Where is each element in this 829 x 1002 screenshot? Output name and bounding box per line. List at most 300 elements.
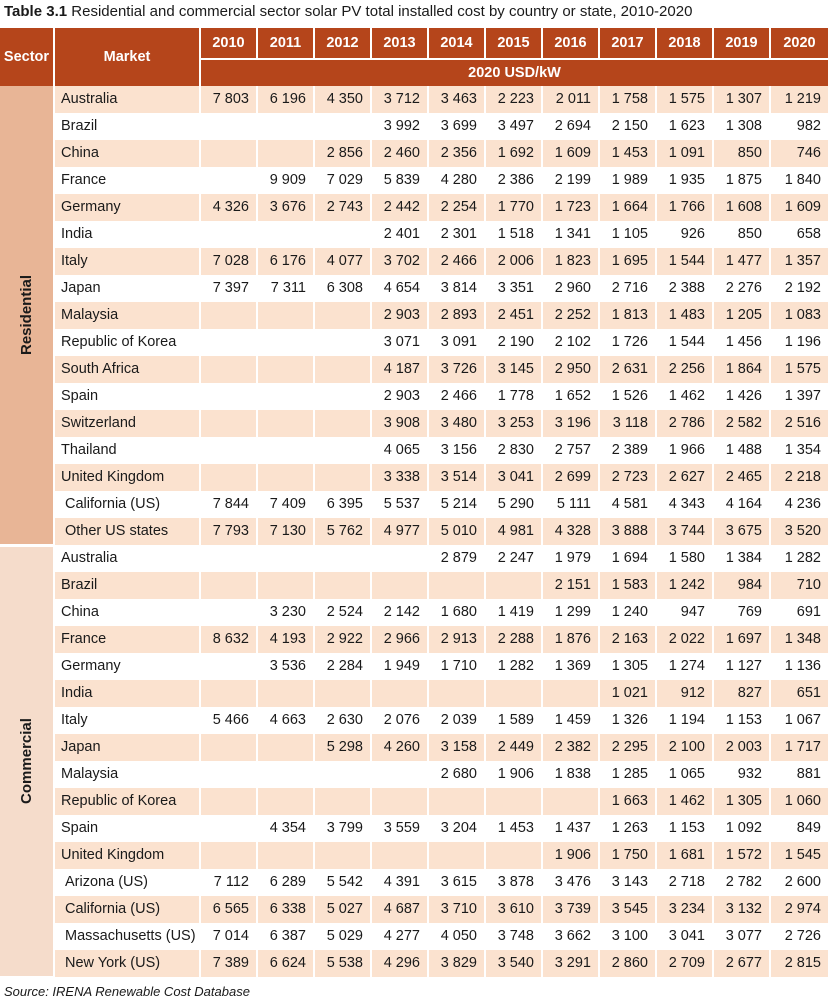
value-cell: 912 (656, 680, 713, 707)
table-row (0, 113, 829, 140)
value-cell: 2 252 (542, 302, 599, 329)
value-cell: 1 750 (599, 842, 656, 869)
value-cell: 4 581 (599, 491, 656, 518)
value-cell (200, 329, 257, 356)
market-cell: Massachusetts (US) (54, 923, 200, 950)
value-cell: 2 699 (542, 464, 599, 491)
value-cell: 1 308 (713, 113, 770, 140)
value-cell (200, 221, 257, 248)
value-cell: 691 (770, 599, 829, 626)
value-cell: 850 (713, 221, 770, 248)
value-cell: 1 060 (770, 788, 829, 815)
value-cell (314, 113, 371, 140)
value-cell: 1 196 (770, 329, 829, 356)
value-cell (200, 437, 257, 464)
value-cell: 1 609 (770, 194, 829, 221)
value-cell: 2 006 (485, 248, 542, 275)
market-cell: Japan (54, 275, 200, 302)
value-cell: 932 (713, 761, 770, 788)
value-cell (257, 545, 314, 572)
value-cell: 1 695 (599, 248, 656, 275)
market-cell: Brazil (54, 572, 200, 599)
value-cell: 1 623 (656, 113, 713, 140)
value-cell: 5 027 (314, 896, 371, 923)
value-cell: 1 240 (599, 599, 656, 626)
value-cell: 3 540 (485, 950, 542, 977)
value-cell: 3 077 (713, 923, 770, 950)
sector-header: Sector (0, 28, 54, 86)
value-cell: 3 878 (485, 869, 542, 896)
value-cell: 1 544 (656, 248, 713, 275)
value-cell (257, 572, 314, 599)
value-cell: 4 077 (314, 248, 371, 275)
value-cell: 2 516 (770, 410, 829, 437)
value-cell: 1 575 (770, 356, 829, 383)
table-row (0, 356, 829, 383)
value-cell: 1 369 (542, 653, 599, 680)
value-cell: 1 694 (599, 545, 656, 572)
value-cell: 1 456 (713, 329, 770, 356)
value-cell: 5 466 (200, 707, 257, 734)
value-cell (314, 545, 371, 572)
year-header: 2014 (428, 28, 485, 59)
value-cell (314, 221, 371, 248)
value-cell: 1 307 (713, 86, 770, 113)
value-cell (314, 464, 371, 491)
value-cell: 1 153 (713, 707, 770, 734)
value-cell: 1 726 (599, 329, 656, 356)
value-cell (314, 383, 371, 410)
value-cell: 4 277 (371, 923, 428, 950)
value-cell: 1 459 (542, 707, 599, 734)
value-cell: 2 677 (713, 950, 770, 977)
value-cell: 7 803 (200, 86, 257, 113)
value-cell (200, 599, 257, 626)
value-cell (371, 761, 428, 788)
value-cell (314, 761, 371, 788)
value-cell: 1 285 (599, 761, 656, 788)
value-cell: 3 338 (371, 464, 428, 491)
value-cell: 1 153 (656, 815, 713, 842)
value-cell: 2 466 (428, 248, 485, 275)
value-cell: 2 223 (485, 86, 542, 113)
table-row (0, 464, 829, 491)
value-cell: 3 291 (542, 950, 599, 977)
value-cell: 4 654 (371, 275, 428, 302)
value-cell: 1 219 (770, 86, 829, 113)
market-cell: California (US) (54, 491, 200, 518)
market-cell: India (54, 680, 200, 707)
year-header: 2019 (713, 28, 770, 59)
value-cell: 2 782 (713, 869, 770, 896)
value-cell: 3 204 (428, 815, 485, 842)
value-cell: 7 397 (200, 275, 257, 302)
value-cell: 1 282 (770, 545, 829, 572)
value-cell: 1 697 (713, 626, 770, 653)
value-cell: 6 387 (257, 923, 314, 950)
value-cell: 7 793 (200, 518, 257, 545)
value-cell: 1 274 (656, 653, 713, 680)
value-cell: 658 (770, 221, 829, 248)
value-cell: 2 879 (428, 545, 485, 572)
value-cell: 6 395 (314, 491, 371, 518)
table-row (0, 923, 829, 950)
value-cell: 2 627 (656, 464, 713, 491)
value-cell (200, 302, 257, 329)
market-cell: Australia (54, 86, 200, 113)
value-cell (200, 464, 257, 491)
market-cell: Thailand (54, 437, 200, 464)
value-cell: 2 726 (770, 923, 829, 950)
value-cell (314, 302, 371, 329)
market-cell: Republic of Korea (54, 329, 200, 356)
value-cell (257, 842, 314, 869)
value-cell: 6 289 (257, 869, 314, 896)
source-note: Source: IRENA Renewable Cost Database (4, 984, 250, 999)
sector-label: Residential (17, 274, 35, 355)
value-cell: 1 545 (770, 842, 829, 869)
sector-label-cell (0, 86, 54, 545)
table-row (0, 626, 829, 653)
value-cell: 7 028 (200, 248, 257, 275)
table-row (0, 329, 829, 356)
value-cell (314, 788, 371, 815)
value-cell: 2 582 (713, 410, 770, 437)
value-cell: 2 401 (371, 221, 428, 248)
value-cell: 7 112 (200, 869, 257, 896)
value-cell: 2 723 (599, 464, 656, 491)
value-cell: 3 351 (485, 275, 542, 302)
value-cell (257, 788, 314, 815)
value-cell: 2 151 (542, 572, 599, 599)
value-cell: 827 (713, 680, 770, 707)
value-cell: 1 263 (599, 815, 656, 842)
table-row (0, 869, 829, 896)
value-cell: 2 192 (770, 275, 829, 302)
value-cell: 2 950 (542, 356, 599, 383)
value-cell: 2 163 (599, 626, 656, 653)
value-cell: 2 022 (656, 626, 713, 653)
value-cell: 1 305 (713, 788, 770, 815)
value-cell: 3 799 (314, 815, 371, 842)
value-cell: 4 187 (371, 356, 428, 383)
value-cell: 2 199 (542, 167, 599, 194)
value-cell: 1 906 (542, 842, 599, 869)
value-cell: 2 442 (371, 194, 428, 221)
value-cell: 1 021 (599, 680, 656, 707)
year-header: 2013 (371, 28, 428, 59)
value-cell: 651 (770, 680, 829, 707)
value-cell (257, 302, 314, 329)
value-cell: 2 743 (314, 194, 371, 221)
table-row (0, 599, 829, 626)
table-row (0, 680, 829, 707)
value-cell: 1 105 (599, 221, 656, 248)
value-cell: 3 041 (656, 923, 713, 950)
value-cell: 1 580 (656, 545, 713, 572)
value-cell: 1 326 (599, 707, 656, 734)
value-cell: 3 234 (656, 896, 713, 923)
value-cell: 2 142 (371, 599, 428, 626)
value-cell: 2 830 (485, 437, 542, 464)
value-cell: 2 284 (314, 653, 371, 680)
market-cell: Switzerland (54, 410, 200, 437)
market-cell: United Kingdom (54, 842, 200, 869)
value-cell: 2 295 (599, 734, 656, 761)
value-cell: 1 723 (542, 194, 599, 221)
table-row (0, 248, 829, 275)
value-cell (485, 788, 542, 815)
value-cell: 1 823 (542, 248, 599, 275)
value-cell: 2 388 (656, 275, 713, 302)
value-cell: 1 949 (371, 653, 428, 680)
year-header: 2020 (770, 28, 829, 59)
value-cell (314, 437, 371, 464)
value-cell: 4 050 (428, 923, 485, 950)
value-cell: 2 856 (314, 140, 371, 167)
value-cell: 4 354 (257, 815, 314, 842)
table-row (0, 140, 829, 167)
table-body (0, 86, 829, 977)
value-cell: 6 308 (314, 275, 371, 302)
value-cell: 2 893 (428, 302, 485, 329)
value-cell: 1 127 (713, 653, 770, 680)
value-cell: 1 680 (428, 599, 485, 626)
value-cell: 1 462 (656, 788, 713, 815)
value-cell: 1 526 (599, 383, 656, 410)
value-cell: 3 480 (428, 410, 485, 437)
value-cell: 5 214 (428, 491, 485, 518)
value-cell (314, 410, 371, 437)
value-cell (485, 680, 542, 707)
value-cell: 3 829 (428, 950, 485, 977)
value-cell: 5 029 (314, 923, 371, 950)
value-cell: 2 815 (770, 950, 829, 977)
table-row (0, 437, 829, 464)
value-cell: 1 864 (713, 356, 770, 383)
value-cell: 4 343 (656, 491, 713, 518)
table-row (0, 518, 829, 545)
value-cell (314, 329, 371, 356)
market-cell: United Kingdom (54, 464, 200, 491)
value-cell: 1 384 (713, 545, 770, 572)
value-cell: 1 205 (713, 302, 770, 329)
value-cell: 881 (770, 761, 829, 788)
value-cell: 6 624 (257, 950, 314, 977)
value-cell: 3 100 (599, 923, 656, 950)
year-header: 2016 (542, 28, 599, 59)
value-cell: 5 538 (314, 950, 371, 977)
value-cell: 5 542 (314, 869, 371, 896)
value-cell: 3 536 (257, 653, 314, 680)
value-cell: 2 254 (428, 194, 485, 221)
value-cell (257, 113, 314, 140)
value-cell: 6 338 (257, 896, 314, 923)
value-cell (200, 788, 257, 815)
value-cell: 1 305 (599, 653, 656, 680)
value-cell (257, 680, 314, 707)
table-row (0, 896, 829, 923)
value-cell: 1 348 (770, 626, 829, 653)
value-cell (314, 842, 371, 869)
market-cell: Brazil (54, 113, 200, 140)
value-cell: 3 615 (428, 869, 485, 896)
value-cell: 3 992 (371, 113, 428, 140)
value-cell: 1 589 (485, 707, 542, 734)
value-cell: 7 029 (314, 167, 371, 194)
value-cell: 4 981 (485, 518, 542, 545)
value-cell: 8 632 (200, 626, 257, 653)
value-cell: 4 663 (257, 707, 314, 734)
value-cell: 1 477 (713, 248, 770, 275)
value-cell (485, 842, 542, 869)
market-cell: Germany (54, 194, 200, 221)
value-cell: 2 356 (428, 140, 485, 167)
market-cell: Italy (54, 248, 200, 275)
market-cell: Republic of Korea (54, 788, 200, 815)
value-cell: 3 041 (485, 464, 542, 491)
value-cell: 3 702 (371, 248, 428, 275)
market-cell: India (54, 221, 200, 248)
market-cell: Australia (54, 545, 200, 572)
value-cell (200, 140, 257, 167)
table-row (0, 842, 829, 869)
value-cell: 2 709 (656, 950, 713, 977)
value-cell: 3 739 (542, 896, 599, 923)
value-cell (200, 842, 257, 869)
value-cell: 3 610 (485, 896, 542, 923)
sector-label-cell (0, 545, 54, 977)
value-cell: 1 906 (485, 761, 542, 788)
value-cell: 2 256 (656, 356, 713, 383)
market-cell: France (54, 626, 200, 653)
value-cell: 2 631 (599, 356, 656, 383)
value-cell: 3 545 (599, 896, 656, 923)
year-header: 2011 (257, 28, 314, 59)
market-cell: South Africa (54, 356, 200, 383)
value-cell: 4 065 (371, 437, 428, 464)
year-header: 2017 (599, 28, 656, 59)
value-cell: 710 (770, 572, 829, 599)
value-cell: 2 913 (428, 626, 485, 653)
value-cell: 2 718 (656, 869, 713, 896)
value-cell: 1 652 (542, 383, 599, 410)
value-cell: 3 071 (371, 329, 428, 356)
table-row (0, 275, 829, 302)
value-cell: 7 130 (257, 518, 314, 545)
value-cell: 2 694 (542, 113, 599, 140)
value-cell: 4 236 (770, 491, 829, 518)
value-cell: 4 164 (713, 491, 770, 518)
value-cell: 3 814 (428, 275, 485, 302)
value-cell: 3 476 (542, 869, 599, 896)
value-cell: 849 (770, 815, 829, 842)
value-cell (257, 734, 314, 761)
value-cell: 3 196 (542, 410, 599, 437)
value-cell: 1 758 (599, 86, 656, 113)
value-cell: 1 989 (599, 167, 656, 194)
value-cell: 4 280 (428, 167, 485, 194)
value-cell: 3 514 (428, 464, 485, 491)
value-cell: 3 132 (713, 896, 770, 923)
value-cell (428, 788, 485, 815)
value-cell: 1 778 (485, 383, 542, 410)
market-cell: China (54, 140, 200, 167)
value-cell: 3 253 (485, 410, 542, 437)
value-cell: 1 518 (485, 221, 542, 248)
value-cell (257, 140, 314, 167)
value-cell (257, 410, 314, 437)
value-cell (200, 545, 257, 572)
value-cell: 1 091 (656, 140, 713, 167)
value-cell: 1 966 (656, 437, 713, 464)
value-cell: 1 979 (542, 545, 599, 572)
value-cell: 7 389 (200, 950, 257, 977)
value-cell: 4 328 (542, 518, 599, 545)
table-row (0, 167, 829, 194)
value-cell: 2 630 (314, 707, 371, 734)
value-cell: 1 065 (656, 761, 713, 788)
value-cell: 7 409 (257, 491, 314, 518)
header-row-years (0, 28, 829, 59)
value-cell (200, 761, 257, 788)
value-cell: 3 712 (371, 86, 428, 113)
table-row (0, 761, 829, 788)
value-cell (542, 680, 599, 707)
market-header: Market (54, 28, 200, 86)
value-cell (257, 437, 314, 464)
value-cell: 1 710 (428, 653, 485, 680)
value-cell: 4 977 (371, 518, 428, 545)
table-row (0, 383, 829, 410)
table-row (0, 410, 829, 437)
value-cell: 3 559 (371, 815, 428, 842)
value-cell (428, 572, 485, 599)
table-row (0, 545, 829, 572)
value-cell: 1 354 (770, 437, 829, 464)
value-cell: 3 748 (485, 923, 542, 950)
value-cell: 1 766 (656, 194, 713, 221)
unit-header: 2020 USD/kW (200, 59, 829, 86)
value-cell: 5 010 (428, 518, 485, 545)
value-cell (428, 842, 485, 869)
value-cell: 2 680 (428, 761, 485, 788)
value-cell: 1 575 (656, 86, 713, 113)
value-cell: 2 451 (485, 302, 542, 329)
value-cell: 2 716 (599, 275, 656, 302)
value-cell: 2 100 (656, 734, 713, 761)
sector-label: Commercial (17, 718, 35, 804)
table-row (0, 302, 829, 329)
value-cell (314, 356, 371, 383)
value-cell: 2 218 (770, 464, 829, 491)
value-cell: 850 (713, 140, 770, 167)
table-row (0, 653, 829, 680)
value-cell: 2 102 (542, 329, 599, 356)
value-cell: 2 011 (542, 86, 599, 113)
market-cell: Germany (54, 653, 200, 680)
value-cell: 2 786 (656, 410, 713, 437)
value-cell (314, 680, 371, 707)
value-cell: 3 230 (257, 599, 314, 626)
value-cell (200, 356, 257, 383)
value-cell: 3 463 (428, 86, 485, 113)
value-cell: 2 465 (713, 464, 770, 491)
value-cell: 5 762 (314, 518, 371, 545)
value-cell: 2 974 (770, 896, 829, 923)
value-cell: 2 003 (713, 734, 770, 761)
value-cell: 1 483 (656, 302, 713, 329)
